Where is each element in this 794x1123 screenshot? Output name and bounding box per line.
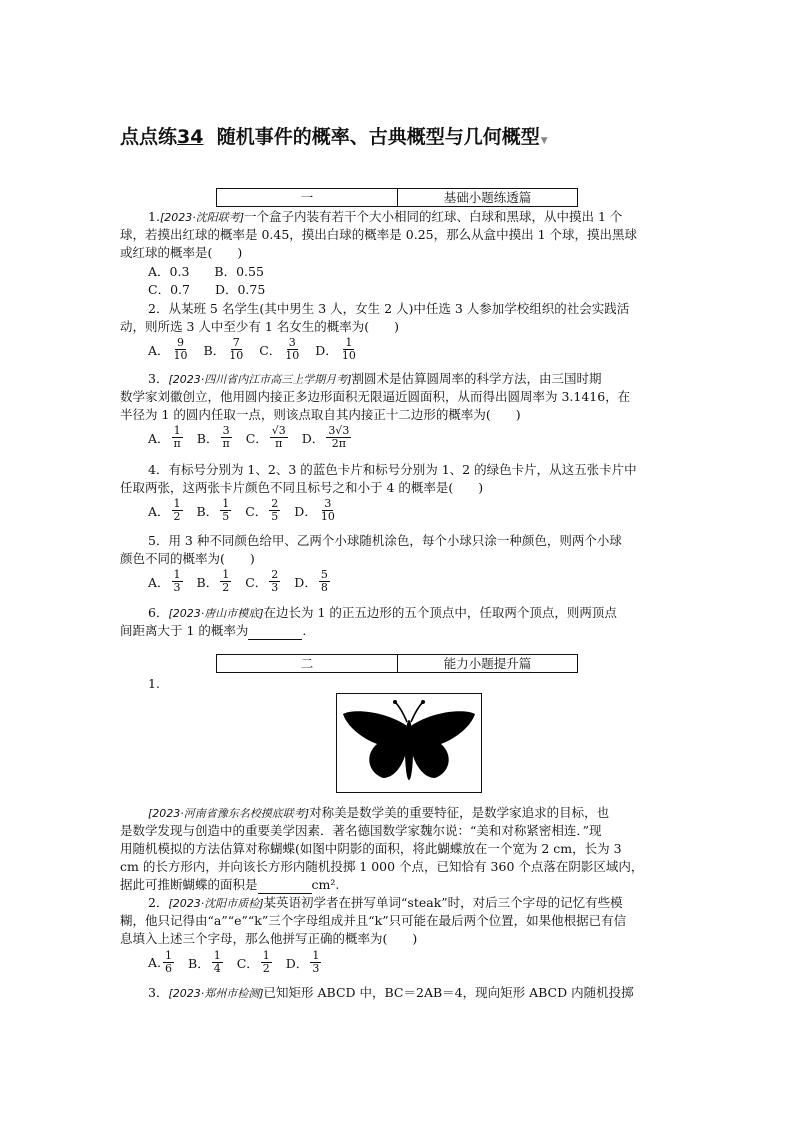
question-5-line-2: 颜色不同的概率为( ) xyxy=(120,551,255,566)
question-3-choices xyxy=(148,425,365,450)
s2-question-1-number: 1. xyxy=(148,676,160,691)
question-2-choices xyxy=(148,337,372,362)
choice-b[interactable]: B． $\frac{1}{5}$ xyxy=(196,497,230,523)
question-4-line-2: 任取两张，这两张卡片颜色不同且标号之和小于 4 的概率是( ) xyxy=(120,480,484,495)
choice-a[interactable]: A. $\frac{1}{6}$ xyxy=(148,949,173,975)
choice-d[interactable]: D． $\frac{5}{8}$ xyxy=(294,568,328,594)
section-label: 能力小题提升篇 xyxy=(443,656,532,671)
question-5-line-1: 5．用 3 种不同颜色给甲、乙两个小球随机涂色，每个小球只涂一种颜色，则两个小球 xyxy=(148,533,622,548)
section-number: 一 xyxy=(217,189,398,206)
question-source: [2023·沈阳联考] xyxy=(159,211,245,224)
choice-c[interactable]: C． $\frac{2}{5}$ xyxy=(245,497,279,523)
s2-question-3-line-1: 3．[2023·郑州市检测]已知矩形 ABCD 中，BC＝2AB＝4，现向矩形 ABCD 内随机投掷 xyxy=(148,985,634,1000)
choice-a[interactable]: A． $\frac{1}{\pi}$ xyxy=(148,424,181,450)
question-source: [2023·河南省豫东名校摸底联考] xyxy=(148,807,310,820)
choice-d[interactable]: D． $\frac{3√3}{2\pi}$ xyxy=(301,424,350,450)
choice-c[interactable]: C． $\frac{1}{2}$ xyxy=(236,949,270,975)
page-title xyxy=(120,122,548,149)
choice-b[interactable]: B． $\frac{3}{\pi}$ xyxy=(196,424,230,450)
choice-d[interactable]: D． $\frac{1}{3}$ xyxy=(285,949,320,975)
question-3-line-2: 数学家刘徽创立，他用圆内接正多边形面积无限逼近圆面积，从而得出圆周率为 3.1416，在 xyxy=(120,389,631,404)
question-source: [2023·唐山市模底] xyxy=(168,607,264,620)
question-source: [2023·郑州市检测] xyxy=(168,987,264,1000)
question-4-choices xyxy=(148,498,351,523)
question-1-line-3: 或红球的概率是( ) xyxy=(120,245,243,260)
choice-d[interactable]: D． $\frac{3}{10}$ xyxy=(294,497,335,523)
choice-c[interactable]: C． $\frac{3}{10}$ xyxy=(259,336,300,362)
title-prefix: 点点练 xyxy=(120,126,178,148)
title-number: 34 xyxy=(177,126,204,148)
question-3-line-1: 3．[2023·四川省内江市高三上学期月考]割圆术是估算圆周率的科学方法，由三国时期 xyxy=(148,371,602,386)
question-1-line-1: 1.[2023·沈阳联考]一个盒子内装有若干个大小相同的红球、白球和黑球，从中摸出 1 个 xyxy=(148,209,623,224)
choice-a[interactable]: A． $\frac{1}{3}$ xyxy=(148,568,181,594)
choice-b[interactable]: B． $\frac{1}{2}$ xyxy=(196,568,230,594)
s2-question-1-line-3: 用随机模拟的方法估算对称蝴蝶(如图中阴影的面积，将此蝴蝶放在一个宽为 2 cm，长为 3 xyxy=(120,841,622,856)
title-text: 随机事件的概率、古典概型与几何概型 xyxy=(216,126,540,148)
butterfly-icon xyxy=(337,694,481,792)
choice-b[interactable]: B． $\frac{1}{4}$ xyxy=(188,949,221,975)
s2-question-1-line-4: cm 的长方形内，并向该长方形内随机投掷 1 000 个点，已知恰有 360 个点落在阴影区域内， xyxy=(120,859,644,874)
question-3-line-3: 半径为 1 的圆内任取一点，则该点取自其内接正十二边形的概率为( ) xyxy=(120,407,521,422)
section-number: 二 xyxy=(217,655,398,672)
choice-c[interactable]: C． $\frac{2}{3}$ xyxy=(245,568,279,594)
s2-question-2-line-3: 息填入上述三个字母，那么他拼写正确的概率为( ) xyxy=(120,931,418,946)
question-1-choices-cd[interactable]: C．0.7 D．0.75 xyxy=(148,282,266,297)
choice-a[interactable]: A． $\frac{1}{2}$ xyxy=(148,497,181,523)
question-6-line-2: 间距离大于 1 的概率为 . xyxy=(120,623,307,638)
s2-question-1-line-5: 据此可推断蝴蝶的面积是 cm². xyxy=(120,877,340,892)
s2-question-2-line-2: 糊，他只记得由“a”“e”“k”三个字母组成并且“k”只可能在最后两个位置，如果他根据已有信 xyxy=(120,913,627,928)
question-5-choices xyxy=(148,569,344,594)
butterfly-figure xyxy=(336,693,482,793)
choice-b[interactable]: B． $\frac{7}{10}$ xyxy=(203,336,244,362)
answer-blank[interactable] xyxy=(258,881,312,894)
question-source: [2023·沈阳市质检] xyxy=(168,897,264,910)
question-1-line-2: 球，若摸出红球的概率是 0.45，摸出白球的概率是 0.25，那么从盒中摸出 1 个球，摸出黑球 xyxy=(120,227,638,242)
question-6-line-1: 6．[2023·唐山市模底]在边长为 1 的正五边形的五个顶点中，任取两个顶点，则两顶点 xyxy=(148,605,617,620)
section-header-basic xyxy=(216,188,578,207)
question-2-line-2: 动，则所选 3 人中至少有 1 名女生的概率为( ) xyxy=(120,319,400,334)
question-2-line-1: 2．从某班 5 名学生(其中男生 3 人，女生 2 人)中任选 3 人参加学校组织的社会实践活 xyxy=(148,301,630,316)
answer-blank[interactable] xyxy=(248,627,302,640)
choice-a[interactable]: A． $\frac{9}{10}$ xyxy=(148,336,188,362)
s2-question-1-line-1: [2023·河南省豫东名校摸底联考]对称美是数学美的重要特征，是数学家追求的目标，也 xyxy=(148,805,610,820)
collapse-marker-icon[interactable]: ▼ xyxy=(540,136,548,146)
s2-question-1-line-2: 是数学发现与创造中的重要美学因素．著名德国数学家魏尔说：“美和对称紧密相连．”现 xyxy=(120,823,602,838)
choice-c[interactable]: C． $\frac{√3}{\pi}$ xyxy=(245,424,286,450)
section-header-advanced xyxy=(216,654,578,673)
s2-question-2-line-1: 2．[2023·沈阳市质检]某英语初学者在拼写单词“steak”时，对后三个字母的记忆有些模 xyxy=(148,895,623,910)
question-1-choices-ab[interactable]: A．0.3 B．0.55 xyxy=(148,264,264,279)
question-source: [2023·四川省内江市高三上学期月考] xyxy=(168,373,352,386)
s2-question-2-choices xyxy=(148,950,335,975)
question-4-line-1: 4．有标号分别为 1、2、3 的蓝色卡片和标号分别为 1、2 的绿色卡片，从这五张卡片中 xyxy=(148,462,637,477)
section-label: 基础小题练透篇 xyxy=(443,190,532,205)
choice-d[interactable]: D． $\frac{1}{10}$ xyxy=(315,336,356,362)
